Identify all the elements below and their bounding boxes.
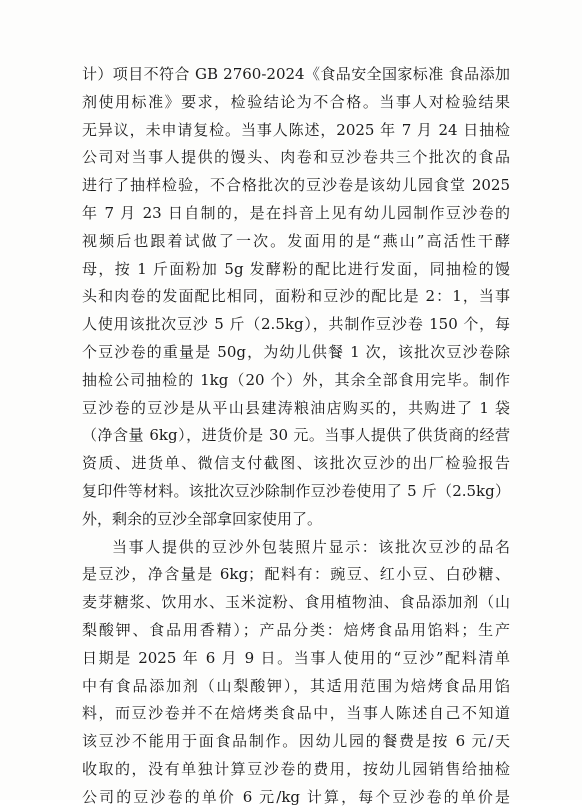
text-line: 公司的豆沙卷的单价 6 元/kg 计算，每个豆沙卷的单价是 (82, 787, 510, 806)
text-line: 资质、进货单、微信支付截图、该批次豆沙的出厂检验报告 (82, 454, 510, 473)
text-line: 当事人提供的豆沙外包装照片显示：该批次豆沙的品名 (112, 537, 510, 556)
text-line: 公司对当事人提供的馒头、肉卷和豆沙卷共三个批次的食品 (82, 148, 510, 167)
text-line: 梨酸钾、食品用香精）；产品分类：焙烤食品用馅料；生产 (82, 620, 510, 639)
paragraph-2 (82, 534, 510, 812)
text-line: 年 7 月 23 日自制的，是在抖音上见有幼儿园制作豆沙卷的 (82, 203, 510, 222)
text-line: 豆沙卷的豆沙是从平山县建涛粮油店购买的，共购进了 1 袋 (82, 398, 510, 417)
text-line: 收取的，没有单独计算豆沙卷的费用，按幼儿园销售给抽检 (82, 759, 510, 778)
text-line: 人使用该批次豆沙 5 斤（2.5kg），共制作豆沙卷 150 个，每 (82, 315, 510, 334)
text-line: 中有食品添加剂（山梨酸钾），其适用范围为焙烤食品用馅 (82, 676, 510, 695)
text-line: 外，剩余的豆沙全部拿回家使用了。 (82, 509, 323, 528)
text-line: 复印件等材料。该批次豆沙除制作豆沙卷使用了 5 斤（2.5kg） (82, 481, 510, 500)
text-line: 剂使用标准》要求，检验结论为不合格。当事人对检验结果 (82, 92, 510, 111)
text-line: 个豆沙卷的重量是 50g，为幼儿供餐 1 次，该批次豆沙卷除 (82, 342, 510, 361)
body-text (82, 61, 510, 812)
text-line: （净含量 6kg），进货价是 30 元。当事人提供了供货商的经营 (82, 426, 510, 445)
text-line: 料，而豆沙卷并不在焙烤类食品中，当事人陈述自己不知道 (82, 704, 510, 723)
text-line: 头和肉卷的发面配比相同，面粉和豆沙的配比是 2：1，当事 (82, 287, 510, 306)
text-line: 抽检公司抽检的 1kg（20 个）外，其余全部食用完毕。制作 (82, 370, 510, 389)
text-line: 视频后也跟着试做了一次。发面用的是“燕山”高活性干酵 (82, 231, 510, 250)
text-line: 日期是 2025 年 6 月 9 日。当事人使用的“豆沙”配料清单 (82, 648, 510, 667)
text-line: 麦芽糖浆、饮用水、玉米淀粉、食用植物油、食品添加剂（山 (82, 593, 510, 612)
paragraph-1 (82, 61, 510, 534)
text-line: 该豆沙不能用于面食品制作。因幼儿园的餐费是按 6 元/天 (82, 732, 510, 751)
text-line: 是豆沙，净含量是 6kg；配料有：豌豆、红小豆、白砂糖、 (82, 565, 510, 584)
text-line: 母，按 1 斤面粉加 5g 发酵粉的配比进行发面，同抽检的馒 (82, 259, 510, 278)
text-line: 无异议，未申请复检。当事人陈述，2025 年 7 月 24 日抽检 (82, 120, 510, 139)
text-line: 进行了抽样检验，不合格批次的豆沙卷是该幼儿园食堂 2025 (82, 176, 510, 195)
text-line: 计）项目不符合 GB 2760-2024《食品安全国家标准 食品添加 (82, 65, 510, 83)
